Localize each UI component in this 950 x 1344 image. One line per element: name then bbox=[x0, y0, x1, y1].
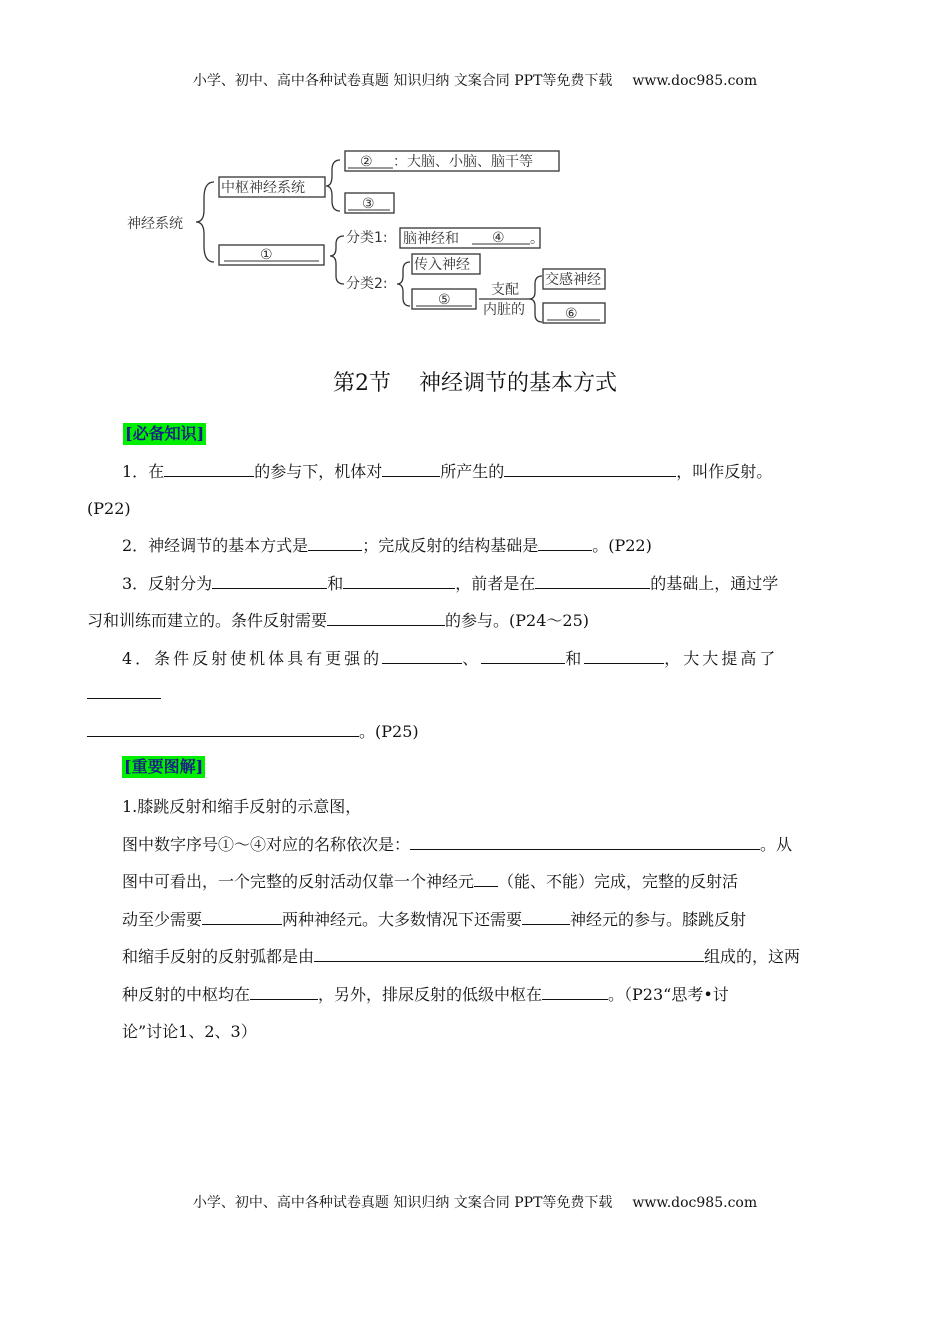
page-footer bbox=[0, 1192, 950, 1212]
q2-line: 2．神经调节的基本方式是 ；完成反射的结构基础是 。(P22) bbox=[122, 536, 652, 555]
fig-line4: 动至少需要 两种神经元。大多数情况下还需要 神经元的参与。膝跳反射 bbox=[122, 910, 747, 929]
afferent-label: 传入神经 bbox=[414, 257, 470, 273]
sympathetic-label: 交感神经 bbox=[545, 272, 601, 288]
fig-line7: 论”讨论1、2、3） bbox=[122, 1022, 257, 1041]
footer-url: www.doc985.com bbox=[632, 1195, 758, 1211]
blank-1: ① bbox=[260, 247, 273, 263]
class1-label: 分类1: bbox=[346, 230, 388, 246]
header-url: www.doc985.com bbox=[632, 73, 758, 89]
root-label: 神经系统 bbox=[127, 216, 183, 232]
class2-label: 分类2: bbox=[346, 276, 388, 292]
tag-key-figures: [重要图解] bbox=[124, 757, 204, 776]
class1-end: 。 bbox=[530, 231, 544, 247]
q1-line1: 1．在 的参与下，机体对 所产生的 ，叫作反射。 bbox=[122, 462, 773, 481]
blank-2-desc: ：大脑、小脑、脑干等 bbox=[393, 154, 533, 170]
footer-text: 小学、初中、高中各种试卷真题 知识归纳 文案合同 PPT等免费下载 bbox=[192, 1195, 613, 1211]
brace-pns bbox=[330, 236, 344, 284]
fig-line3: 图中可看出，一个完整的反射活动仅靠一个神经元 （能、不能）完成，完整的反射活 bbox=[122, 872, 739, 891]
blank-2: ② bbox=[360, 154, 373, 170]
brace-class2 bbox=[397, 262, 410, 306]
neizang-label: 内脏的 bbox=[483, 302, 525, 318]
blank-4: ④ bbox=[492, 230, 505, 246]
cns-label: 中枢神经系统 bbox=[221, 180, 305, 196]
q4-line1: 4．条件反射使机体具有更强的 、 和 ，大大提高了 bbox=[122, 649, 779, 668]
tag-required-knowledge: [必备知识] bbox=[125, 424, 205, 443]
q3-line2: 习和训练而建立的。条件反射需要 的参与。(P24～25) bbox=[87, 611, 589, 630]
fig-line6: 种反射的中枢均在 ，另外，排尿反射的低级中枢在 。（P23“思考•讨 bbox=[122, 985, 729, 1004]
blank-3: ③ bbox=[362, 196, 375, 212]
q4-line2 bbox=[87, 684, 161, 704]
brace-root bbox=[196, 182, 214, 262]
nervous-system-diagram bbox=[0, 0, 950, 340]
q3-line1: 3．反射分为 和 ，前者是在 的基础上，通过学 bbox=[122, 574, 779, 593]
brace-autonomic bbox=[529, 276, 542, 322]
q4-line3: 。(P25) bbox=[87, 722, 419, 742]
blank-6: ⑥ bbox=[565, 306, 578, 322]
blank-5: ⑤ bbox=[438, 292, 451, 308]
zhipei-label: 支配 bbox=[491, 282, 519, 298]
header-text: 小学、初中、高中各种试卷真题 知识归纳 文案合同 PPT等免费下载 bbox=[192, 73, 613, 89]
fig-line1: 1.膝跳反射和缩手反射的示意图， bbox=[122, 797, 362, 816]
section-title: 第2节 神经调节的基本方式 bbox=[333, 371, 617, 396]
class1-text: 脑神经和 bbox=[403, 231, 459, 247]
fig-line5: 和缩手反射的反射弧都是由 组成的，这两 bbox=[122, 947, 801, 966]
brace-cns bbox=[326, 160, 340, 211]
fig-line2: 图中数字序号①～④对应的名称依次是： 。从 bbox=[122, 835, 793, 854]
q1-line2: (P22) bbox=[87, 499, 131, 518]
